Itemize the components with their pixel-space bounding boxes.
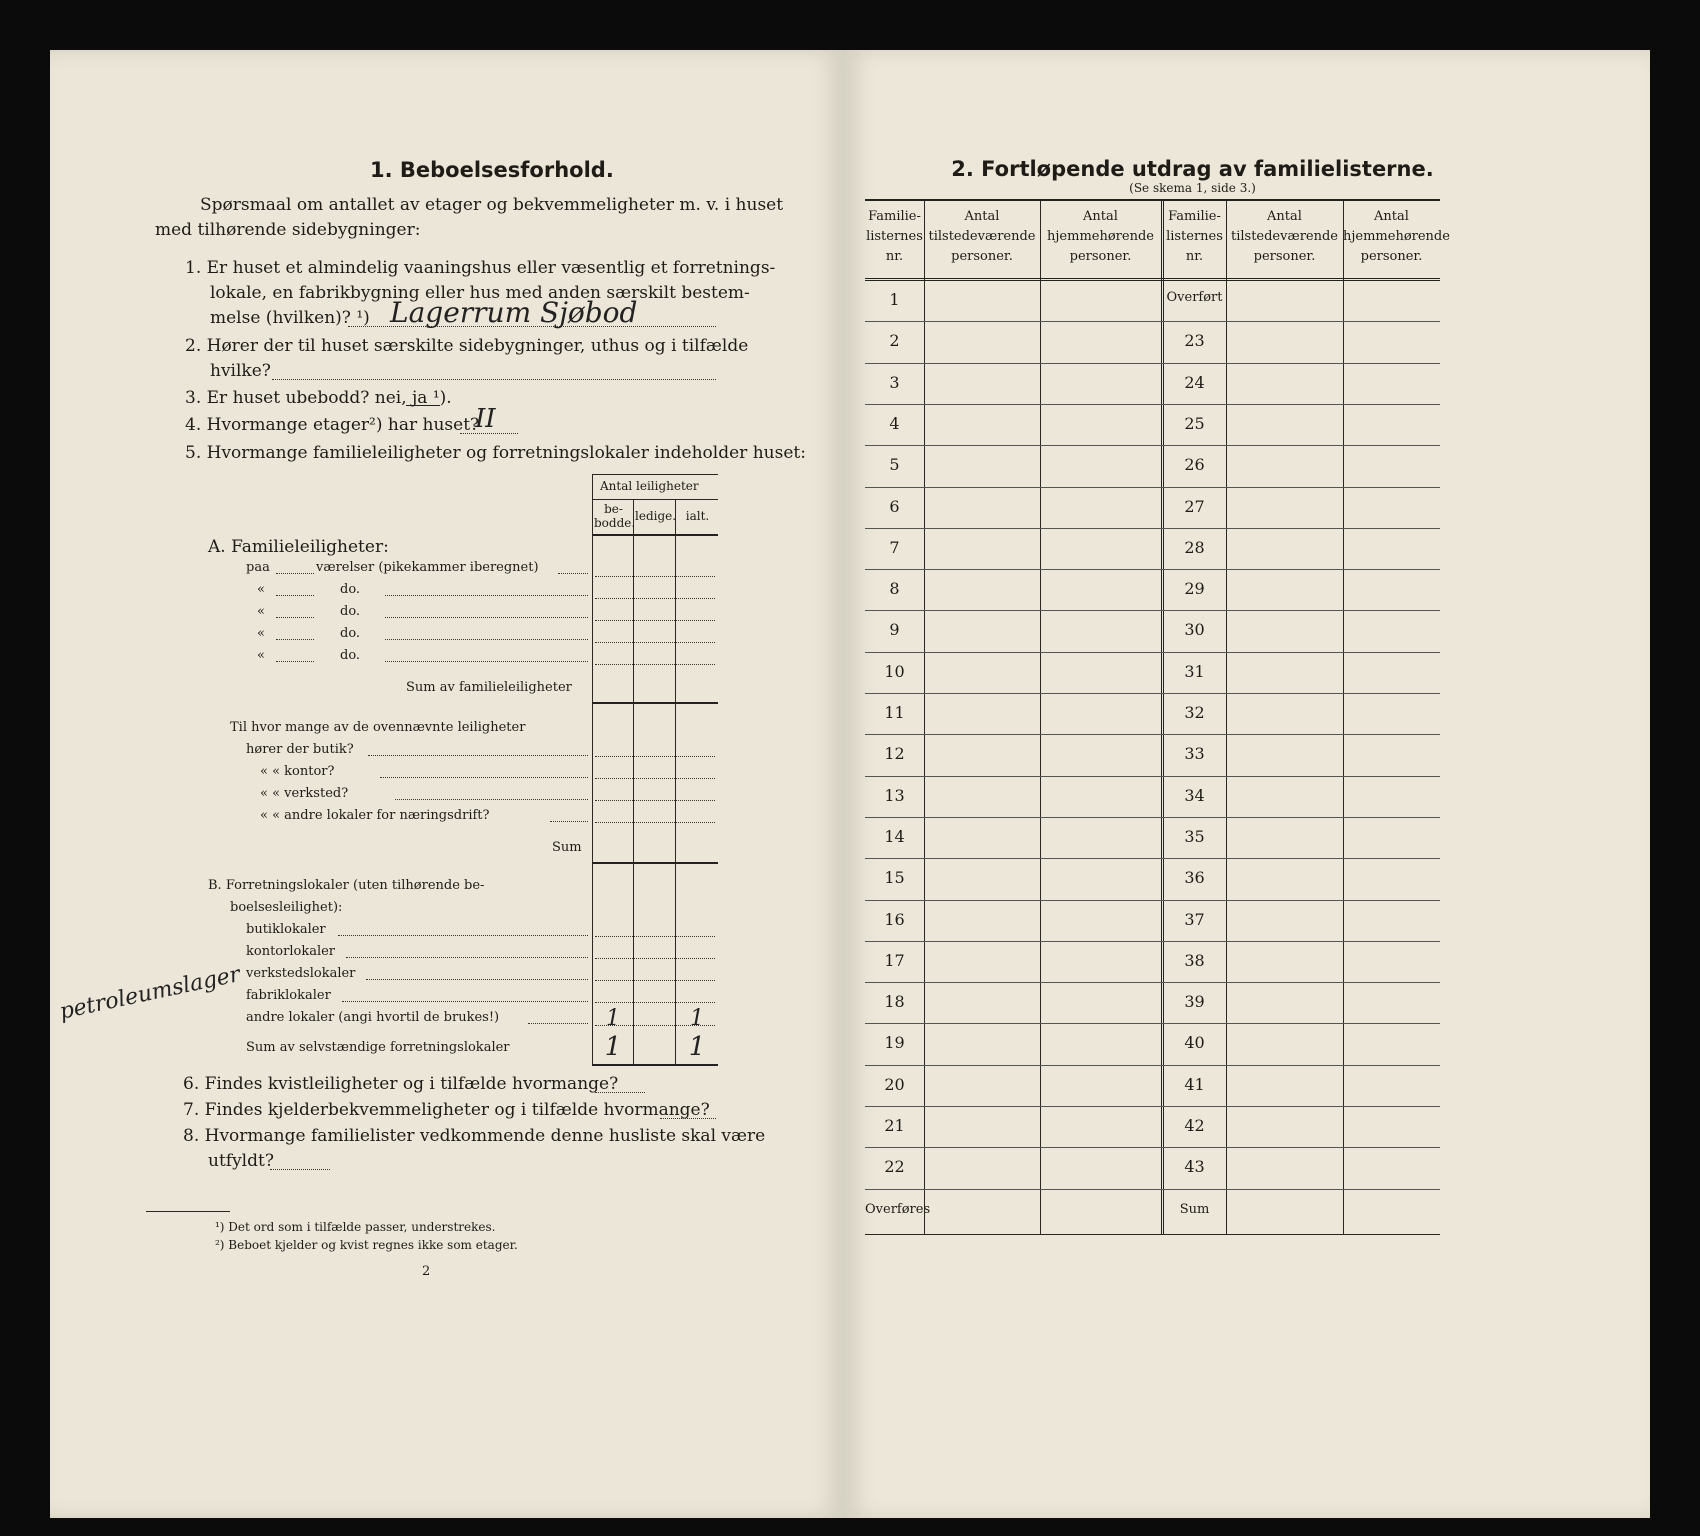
section-a-title: A. Familieleiligheter: [208,537,389,557]
row-number-right: 43 [1184,1157,1205,1177]
row-divider [865,528,1440,529]
row-divider [865,321,1440,322]
question-1-line-3: melse (hvilken)? ¹) [210,308,370,328]
footnote-2: ²) Beboet kjelder og kvist regnes ikke som etager. [215,1238,518,1252]
row-number-left: 15 [884,868,905,888]
row-number-left: 18 [884,992,905,1012]
row-number-right: 33 [1184,744,1205,764]
col-ialt: ialt. [685,509,710,523]
row-number-left: 11 [884,703,905,722]
row-number-right: 29 [1184,579,1205,599]
row-divider [865,569,1440,570]
b-fabriklokaler: fabriklokaler [246,988,331,1003]
row-divider [865,693,1440,694]
row-number-left: 8 [889,579,900,599]
row-divider [865,610,1440,611]
intro-line-1: Spørsmaal om antallet av etager og bekvemmeligheter m. v. i huset [200,195,784,215]
section-title-beboelsesforhold: 1. Beboelsesforhold. [370,158,614,182]
question-7: 7. Findes kjelderbekvemmeligheter og i tilfælde hvormange? [183,1100,710,1120]
row-number-right: 23 [1184,331,1205,351]
row-number-right: 37 [1184,909,1205,929]
row-divider [865,941,1440,942]
intro-line-2: med tilhørende sidebygninger: [155,220,421,240]
question-2-line-2: hvilke? [210,361,271,381]
shops-verksted: « « verksted? [260,786,349,801]
page-number: 2 [422,1264,431,1279]
row-number-right: 38 [1184,950,1205,970]
row-divider [865,734,1440,735]
row-number-left: 22 [884,1157,905,1177]
shops-sum-label: Sum [552,840,582,855]
row-number-right: 31 [1184,661,1205,681]
row-divider [865,363,1440,364]
question-4: 4. Hvormange etager²) har huset? [185,415,480,435]
b-andre-ialt-value: 1 [690,1006,704,1031]
question-8-line-1: 8. Hvormange familielister vedkommende denne husliste skal være [183,1126,766,1146]
question-2-line-1: 2. Hører der til huset særskilte sidebygninger, uthus og i tilfælde [185,336,749,356]
row-number-right: 27 [1184,496,1205,516]
row-divider [865,982,1440,983]
familielister-table [865,199,1450,1237]
b-sum-bebodde-value: 1 [604,1032,622,1062]
row-number-left: 9 [889,620,900,640]
row-divider [865,1106,1440,1107]
row-divider [865,1065,1440,1066]
header-tilstede-right: Antal tilstedeværende personer. [1230,209,1338,264]
row-divider [865,817,1440,818]
row-number-right: 41 [1184,1074,1205,1094]
row-number-left: 5 [889,455,900,475]
question-4-handwritten-answer: II [475,404,496,434]
row-divider [865,445,1440,446]
row-number-left: 19 [884,1033,905,1053]
col-ledige: ledige. [635,509,677,523]
section-subtitle: (Se skema 1, side 3.) [1129,181,1256,195]
row-divider [865,1023,1440,1024]
b-butiklokaler: butiklokaler [246,922,326,937]
row-number-right: 28 [1184,537,1205,557]
b-verkstedslokaler: verkstedslokaler [246,966,356,981]
shops-line-1: Til hvor mange av de ovennævnte leiligheter [230,720,526,735]
header-tilstede-left: Antal tilstedeværende personer. [928,209,1036,264]
section-b-line-2: boelsesleilighet): [230,900,343,915]
header-familie-right: Familie- listernes nr. [1166,209,1223,264]
row-number-right: 40 [1184,1033,1205,1053]
row-divider [865,858,1440,859]
question-1-line-2: lokale, en fabrikbygning eller hus med anden særskilt bestem- [210,283,750,303]
left-page: 1. Beboelsesforhold. Spørsmaal om antallet av etager og bekvemmeligheter m. v. i huset med tilhørende sidebygninger: 1. Er huset et almindelig vaaningshus eller væsentlig et forretnings- lokale, en fabrikbygning eller hus med anden særskilt bestem- melse (hvilken)? ¹) Lagerrum Sjøbod 2. Hører der til huset særskilte sidebygninger, uthus og i tilfælde hvilke? 3. Er huset ubebodd? nei, ja ¹). 4. Hvormange etager²) har huset? II 5. Hvormange familieleiligheter og forretningslokaler indeholder huset: Antal leiligheter be- bodde. ledige. ialt. A. Familieleiligheter: paa værelser (pikekammer iberegnet) « do. « do. « do. « do. Sum av familieleiligheter Til hvor mange av de ovennævnte leiligheter hører der butik? « « kontor? « « verksted? « « andre lokaler for næringsdrift? Sum B. Forretningslokaler (uten tilhørende be- boelsesleilighet): butiklokaler kontorlokaler verkstedslokaler fabriklokaler andre lokaler (angi hvortil de brukes!) petroleumslager 1 1 Sum av selvstændige forretningslokaler 1 1 6. Findes kvistleiligheter og i tilfælde hvormange? 7. Findes kjelderbekvemmeligheter og i tilfælde hvormange? 8. Hvormange familielister vedkommende denne husliste skal være utfyldt? ¹) Det ord som i tilfælde passer, understrekes. ²) Beboet kjelder og kvist regnes ikke som etager. 2 [50,50,845,1518]
table-header-antal: Antal leiligheter [600,479,699,493]
row-number-left: 2 [889,331,900,351]
right-page [845,50,1650,1518]
header-hjemme-right: Antal hjemmehørende personer. [1343,209,1450,264]
section-b-line-1: B. Forretningslokaler (uten tilhørende be- [208,878,485,893]
row-divider [865,1147,1440,1148]
row-divider [865,1189,1440,1190]
b-andre-lokaler: andre lokaler (angi hvortil de brukes!) [246,1010,500,1025]
b-andre-bebodde-value: 1 [606,1006,620,1031]
row-number-left: 10 [884,661,905,681]
row-divider [865,900,1440,901]
row-number-right: 36 [1184,868,1205,888]
footer-overfores: Overføres [865,1202,931,1217]
question-3: 3. Er huset ubebodd? nei, ja ¹). [185,388,452,408]
row-number-right: Overført [1166,290,1223,305]
a-row-paa: paa [246,560,270,575]
a-sum-label: Sum av familieleiligheter [406,680,572,695]
shops-andre: « « andre lokaler for næringsdrift? [260,808,490,823]
footnote-divider [146,1211,230,1212]
b-sum-ialt-value: 1 [688,1032,706,1062]
a-row-rooms: værelser (pikekammer iberegnet) [316,560,539,575]
row-divider [865,776,1440,777]
row-number-right: 25 [1184,413,1205,433]
row-number-right: 30 [1184,620,1205,640]
row-divider [865,404,1440,405]
row-number-left: 7 [889,537,900,557]
row-number-left: 12 [884,744,905,764]
footer-sum: Sum [1179,1202,1210,1217]
section-title-familielister: 2. Fortløpende utdrag av familielisterne. [951,157,1434,181]
answer-underline-ja [406,405,440,406]
row-number-left: 21 [884,1116,905,1135]
b-sum-label: Sum av selvstændige forretningslokaler [246,1040,510,1055]
question-6: 6. Findes kvistleiligheter og i tilfælde hvormange? [183,1074,619,1094]
row-number-right: 24 [1184,372,1205,392]
row-number-left: 17 [884,950,905,970]
row-number-left: 13 [884,785,905,805]
row-number-left: 1 [889,290,900,309]
question-5: 5. Hvormange familieleiligheter og forretningslokaler indeholder huset: [185,443,806,463]
header-hjemme-left: Antal hjemmehørende personer. [1047,209,1154,264]
answer-line-2 [272,379,716,380]
question-8-line-2: utfyldt? [208,1151,274,1171]
row-number-right: 26 [1184,455,1205,475]
row-number-right: 34 [1184,785,1205,805]
question-1-line-1: 1. Er huset et almindelig vaaningshus eller væsentlig et forretnings- [185,258,776,278]
shops-butik: hører der butik? [246,742,354,757]
question-1-handwritten-answer: Lagerrum Sjøbod [390,296,638,329]
col-bebodde: be- bodde. [594,502,636,530]
footnote-1: ¹) Det ord som i tilfælde passer, understrekes. [215,1220,496,1234]
row-number-left: 3 [889,372,900,392]
row-number-left: 16 [884,909,905,929]
row-number-left: 20 [884,1074,905,1094]
b-kontorlokaler: kontorlokaler [246,944,336,959]
row-number-right: 32 [1184,703,1205,722]
b-andre-handwritten-note: petroleumslager [57,962,243,1025]
row-divider [865,487,1440,488]
shops-kontor: « « kontor? [260,764,335,779]
row-number-left: 14 [884,826,905,846]
row-number-right: 35 [1184,826,1205,846]
row-number-right: 39 [1184,992,1205,1012]
row-number-left: 6 [889,496,900,516]
header-familie-left: Familie- listernes nr. [866,209,923,264]
row-number-left: 4 [889,413,900,433]
row-number-right: 42 [1184,1116,1205,1135]
row-divider [865,652,1440,653]
